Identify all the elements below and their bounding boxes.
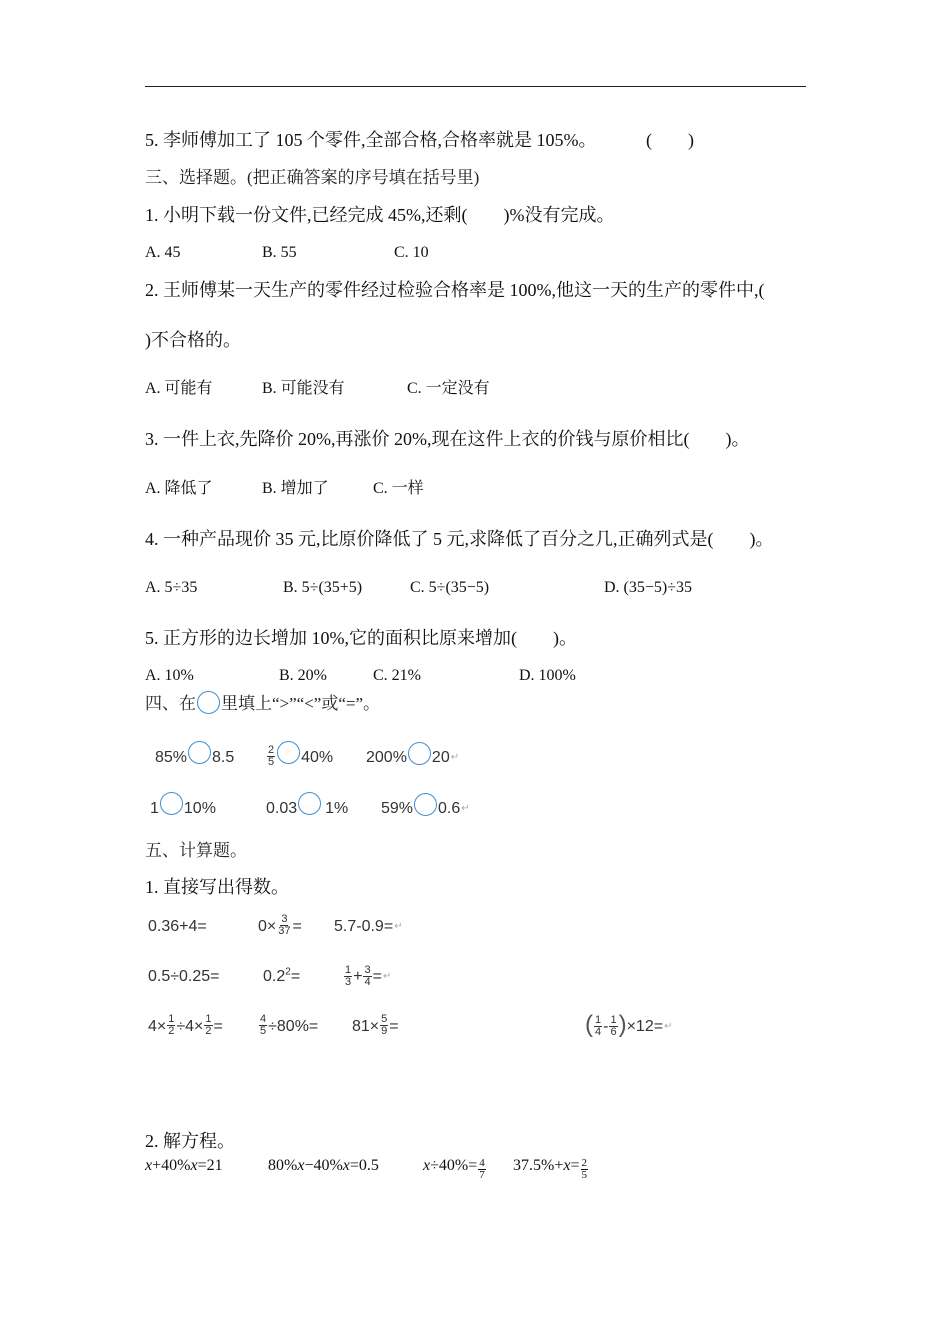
choice-question-2-stem: 2. 王师傅某一天生产的零件经过检验合格率是 100%,他这一天的生产的零件中,( [145, 280, 765, 300]
comparison-left: 1 [150, 800, 159, 817]
comparison-right: 10% [183, 800, 216, 817]
section-4-heading [145, 692, 380, 717]
fraction-denominator: 4 [595, 1025, 602, 1038]
fraction-denominator: 2 [168, 1025, 175, 1038]
equation-section-title: 2. 解方程。 [145, 1131, 235, 1151]
comparison-circle-icon [277, 741, 300, 764]
equation-variable: x [423, 1157, 431, 1174]
comparison-right: 1% [325, 800, 349, 817]
equation-text: ÷40%= [430, 1157, 478, 1174]
fraction-denominator: 37 [278, 925, 291, 938]
equation-text: =21 [197, 1157, 223, 1174]
fraction-numerator: 2 [268, 744, 275, 757]
equation-text: 37.5%+ [513, 1157, 564, 1174]
fraction-denominator: 5 [581, 1168, 587, 1181]
equation-variable: x [563, 1157, 571, 1174]
choice-q5-option-c: C. 21% [373, 667, 421, 684]
expression-fraction [609, 1015, 617, 1038]
comparison-circle-icon [298, 792, 321, 815]
oral-expression-1: 0.36+4= [148, 918, 207, 935]
expression-text: 0.2 [263, 968, 286, 985]
comparison-circle-icon [408, 742, 431, 765]
choice-q5-option-d: D. 100% [519, 667, 576, 684]
choice-q4-option-d: D. (35−5)÷35 [604, 579, 693, 596]
equation-variable: x [342, 1157, 350, 1174]
fraction-numerator: 1 [205, 1013, 212, 1026]
choice-question-2-stem-continued: )不合格的。 [145, 330, 241, 350]
equation-3 [423, 1154, 487, 1181]
comparison-right: 0.6 [438, 800, 461, 818]
equation-text: −40% [304, 1157, 343, 1174]
equation-text: =0.5 [349, 1157, 379, 1174]
comparison-item-3 [366, 746, 459, 770]
choice-q3-option-c: C. 一样 [373, 480, 424, 497]
expression-fraction [204, 1014, 212, 1037]
fraction-numerator: 2 [581, 1156, 587, 1169]
equation-text: = [570, 1157, 580, 1174]
expression-fraction [344, 965, 352, 988]
paragraph-mark-icon: ↵ [382, 971, 392, 982]
choice-q4-option-c: C. 5÷(35−5) [410, 579, 490, 596]
expression-text: - [603, 1018, 609, 1036]
paragraph-mark-icon: ↵ [394, 921, 403, 932]
expression-fraction [277, 914, 291, 937]
comparison-item-5 [266, 797, 348, 821]
choice-q1-option-b: B. 55 [262, 244, 297, 261]
oral-expression-7 [148, 1015, 223, 1039]
comparison-left-fraction [267, 745, 275, 768]
section-4-heading-end: 里填上“>”“<”或“=”。 [221, 694, 381, 713]
header-rule [145, 86, 806, 87]
equation-text: 80% [268, 1157, 298, 1174]
close-parenthesis: ) [618, 1011, 627, 1038]
oral-expression-9 [352, 1015, 399, 1039]
expression-fraction [594, 1015, 602, 1038]
comparison-left: 0.03 [266, 800, 298, 817]
expression-text: 5.7-0.9= [334, 918, 394, 936]
expression-fraction [259, 1014, 267, 1037]
equation-text: +40% [152, 1157, 191, 1174]
choice-question-1-stem: 1. 小明下载一份文件,已经完成 45%,还剩( )%没有完成。 [145, 205, 615, 225]
fraction-denominator: 3 [345, 975, 352, 988]
expression-text: 0× [258, 918, 277, 935]
choice-q3-option-b: B. 增加了 [262, 480, 329, 497]
fraction-numerator: 4 [260, 1013, 267, 1026]
choice-q1-option-c: C. 10 [394, 244, 429, 261]
choice-q2-option-a: A. 可能有 [145, 380, 213, 397]
expression-text: 4× [148, 1018, 167, 1035]
comparison-left: 200% [366, 749, 407, 767]
choice-q1-option-a: A. 45 [145, 244, 181, 261]
expression-fraction [363, 965, 371, 988]
section-5-heading: 五、计算题。 [145, 841, 247, 860]
oral-expression-8 [258, 1015, 318, 1039]
oral-expression-10 [585, 1011, 673, 1039]
fraction-numerator: 1 [345, 963, 352, 976]
comparison-item-6 [381, 797, 470, 821]
comparison-circle-icon [414, 793, 437, 816]
expression-text: ÷80%= [268, 1018, 319, 1035]
choice-q2-option-c: C. 一定没有 [407, 380, 490, 397]
fraction-numerator: 3 [364, 963, 371, 976]
expression-text: ×12= [626, 1018, 664, 1036]
equation-variable: x [190, 1157, 198, 1174]
fraction-denominator: 6 [610, 1025, 617, 1038]
fraction-denominator: 9 [381, 1025, 388, 1038]
circle-blank-icon [197, 691, 220, 714]
comparison-right: 8.5 [212, 749, 235, 766]
equation-fraction [581, 1158, 589, 1181]
comparison-right: 20 [431, 749, 450, 767]
oral-expression-6 [343, 965, 391, 989]
fraction-numerator: 3 [281, 913, 288, 926]
paragraph-mark-icon: ↵ [664, 1021, 673, 1032]
comparison-item-2 [266, 746, 333, 770]
expression-text: = [290, 968, 301, 985]
fraction-numerator: 4 [479, 1156, 485, 1169]
oral-expression-5 [263, 965, 300, 989]
choice-q4-option-b: B. 5÷(35+5) [283, 579, 363, 596]
equation-fraction [478, 1158, 486, 1181]
comparison-item-1 [155, 746, 234, 770]
oral-expression-4: 0.5÷0.25= [148, 968, 220, 985]
open-parenthesis: ( [585, 1011, 593, 1038]
equation-1 [145, 1154, 223, 1178]
equation-variable: x [297, 1157, 305, 1174]
expression-text: = [213, 1018, 223, 1035]
oral-expression-3 [334, 915, 403, 939]
fraction-denominator: 5 [268, 756, 275, 769]
section-4-heading-start: 四、在 [145, 694, 196, 713]
choice-q5-option-b: B. 20% [279, 667, 327, 684]
comparison-right: 40% [301, 749, 334, 766]
oral-calculation-title: 1. 直接写出得数。 [145, 877, 289, 897]
paragraph-mark-icon: ↵ [450, 752, 460, 763]
comparison-left: 59% [381, 800, 414, 818]
equation-2 [268, 1154, 379, 1178]
choice-question-5-stem: 5. 正方形的边长增加 10%,它的面积比原来增加( )。 [145, 628, 577, 648]
comparison-item-4 [150, 797, 216, 821]
paragraph-mark-icon: ↵ [461, 803, 470, 814]
expression-fraction [167, 1014, 175, 1037]
comparison-left: 85% [155, 749, 188, 766]
expression-text: + [353, 968, 363, 986]
fraction-numerator: 1 [595, 1013, 602, 1026]
comparison-circle-icon [160, 792, 183, 815]
choice-question-3-stem: 3. 一件上衣,先降价 20%,再涨价 20%,现在这件上衣的价钱与原价相比( )。 [145, 429, 750, 449]
comparison-circle-icon [188, 741, 211, 764]
fraction-denominator: 5 [260, 1025, 267, 1038]
expression-text: 81× [352, 1018, 380, 1035]
expression-fraction [380, 1014, 388, 1037]
expression-text: = [292, 918, 302, 935]
expression-exponent: 2 [285, 966, 291, 978]
expression-text: ÷4× [176, 1018, 204, 1035]
fraction-numerator: 1 [610, 1013, 617, 1026]
judgment-question-5-stem: 5. 李师傅加工了 105 个零件,全部合格,合格率就是 105%。 [145, 130, 597, 150]
fraction-numerator: 1 [168, 1013, 175, 1026]
oral-expression-2 [258, 915, 302, 939]
fraction-denominator: 7 [479, 1168, 485, 1181]
choice-question-4-stem: 4. 一种产品现价 35 元,比原价降低了 5 元,求降低了百分之几,正确列式是( )。 [145, 529, 774, 549]
fraction-denominator: 2 [205, 1025, 212, 1038]
equation-4 [513, 1154, 589, 1181]
fraction-denominator: 4 [364, 975, 371, 988]
judgment-answer-bracket: ( ) [646, 130, 694, 150]
expression-text: = [372, 968, 382, 986]
expression-text: = [389, 1018, 399, 1035]
choice-q3-option-a: A. 降低了 [145, 480, 213, 497]
equation-variable: x [145, 1157, 153, 1174]
choice-q2-option-b: B. 可能没有 [262, 380, 345, 397]
fraction-numerator: 5 [381, 1013, 388, 1026]
choice-q4-option-a: A. 5÷35 [145, 579, 198, 596]
section-3-heading: 三、选择题。(把正确答案的序号填在括号里) [145, 168, 480, 187]
choice-q5-option-a: A. 10% [145, 667, 194, 684]
